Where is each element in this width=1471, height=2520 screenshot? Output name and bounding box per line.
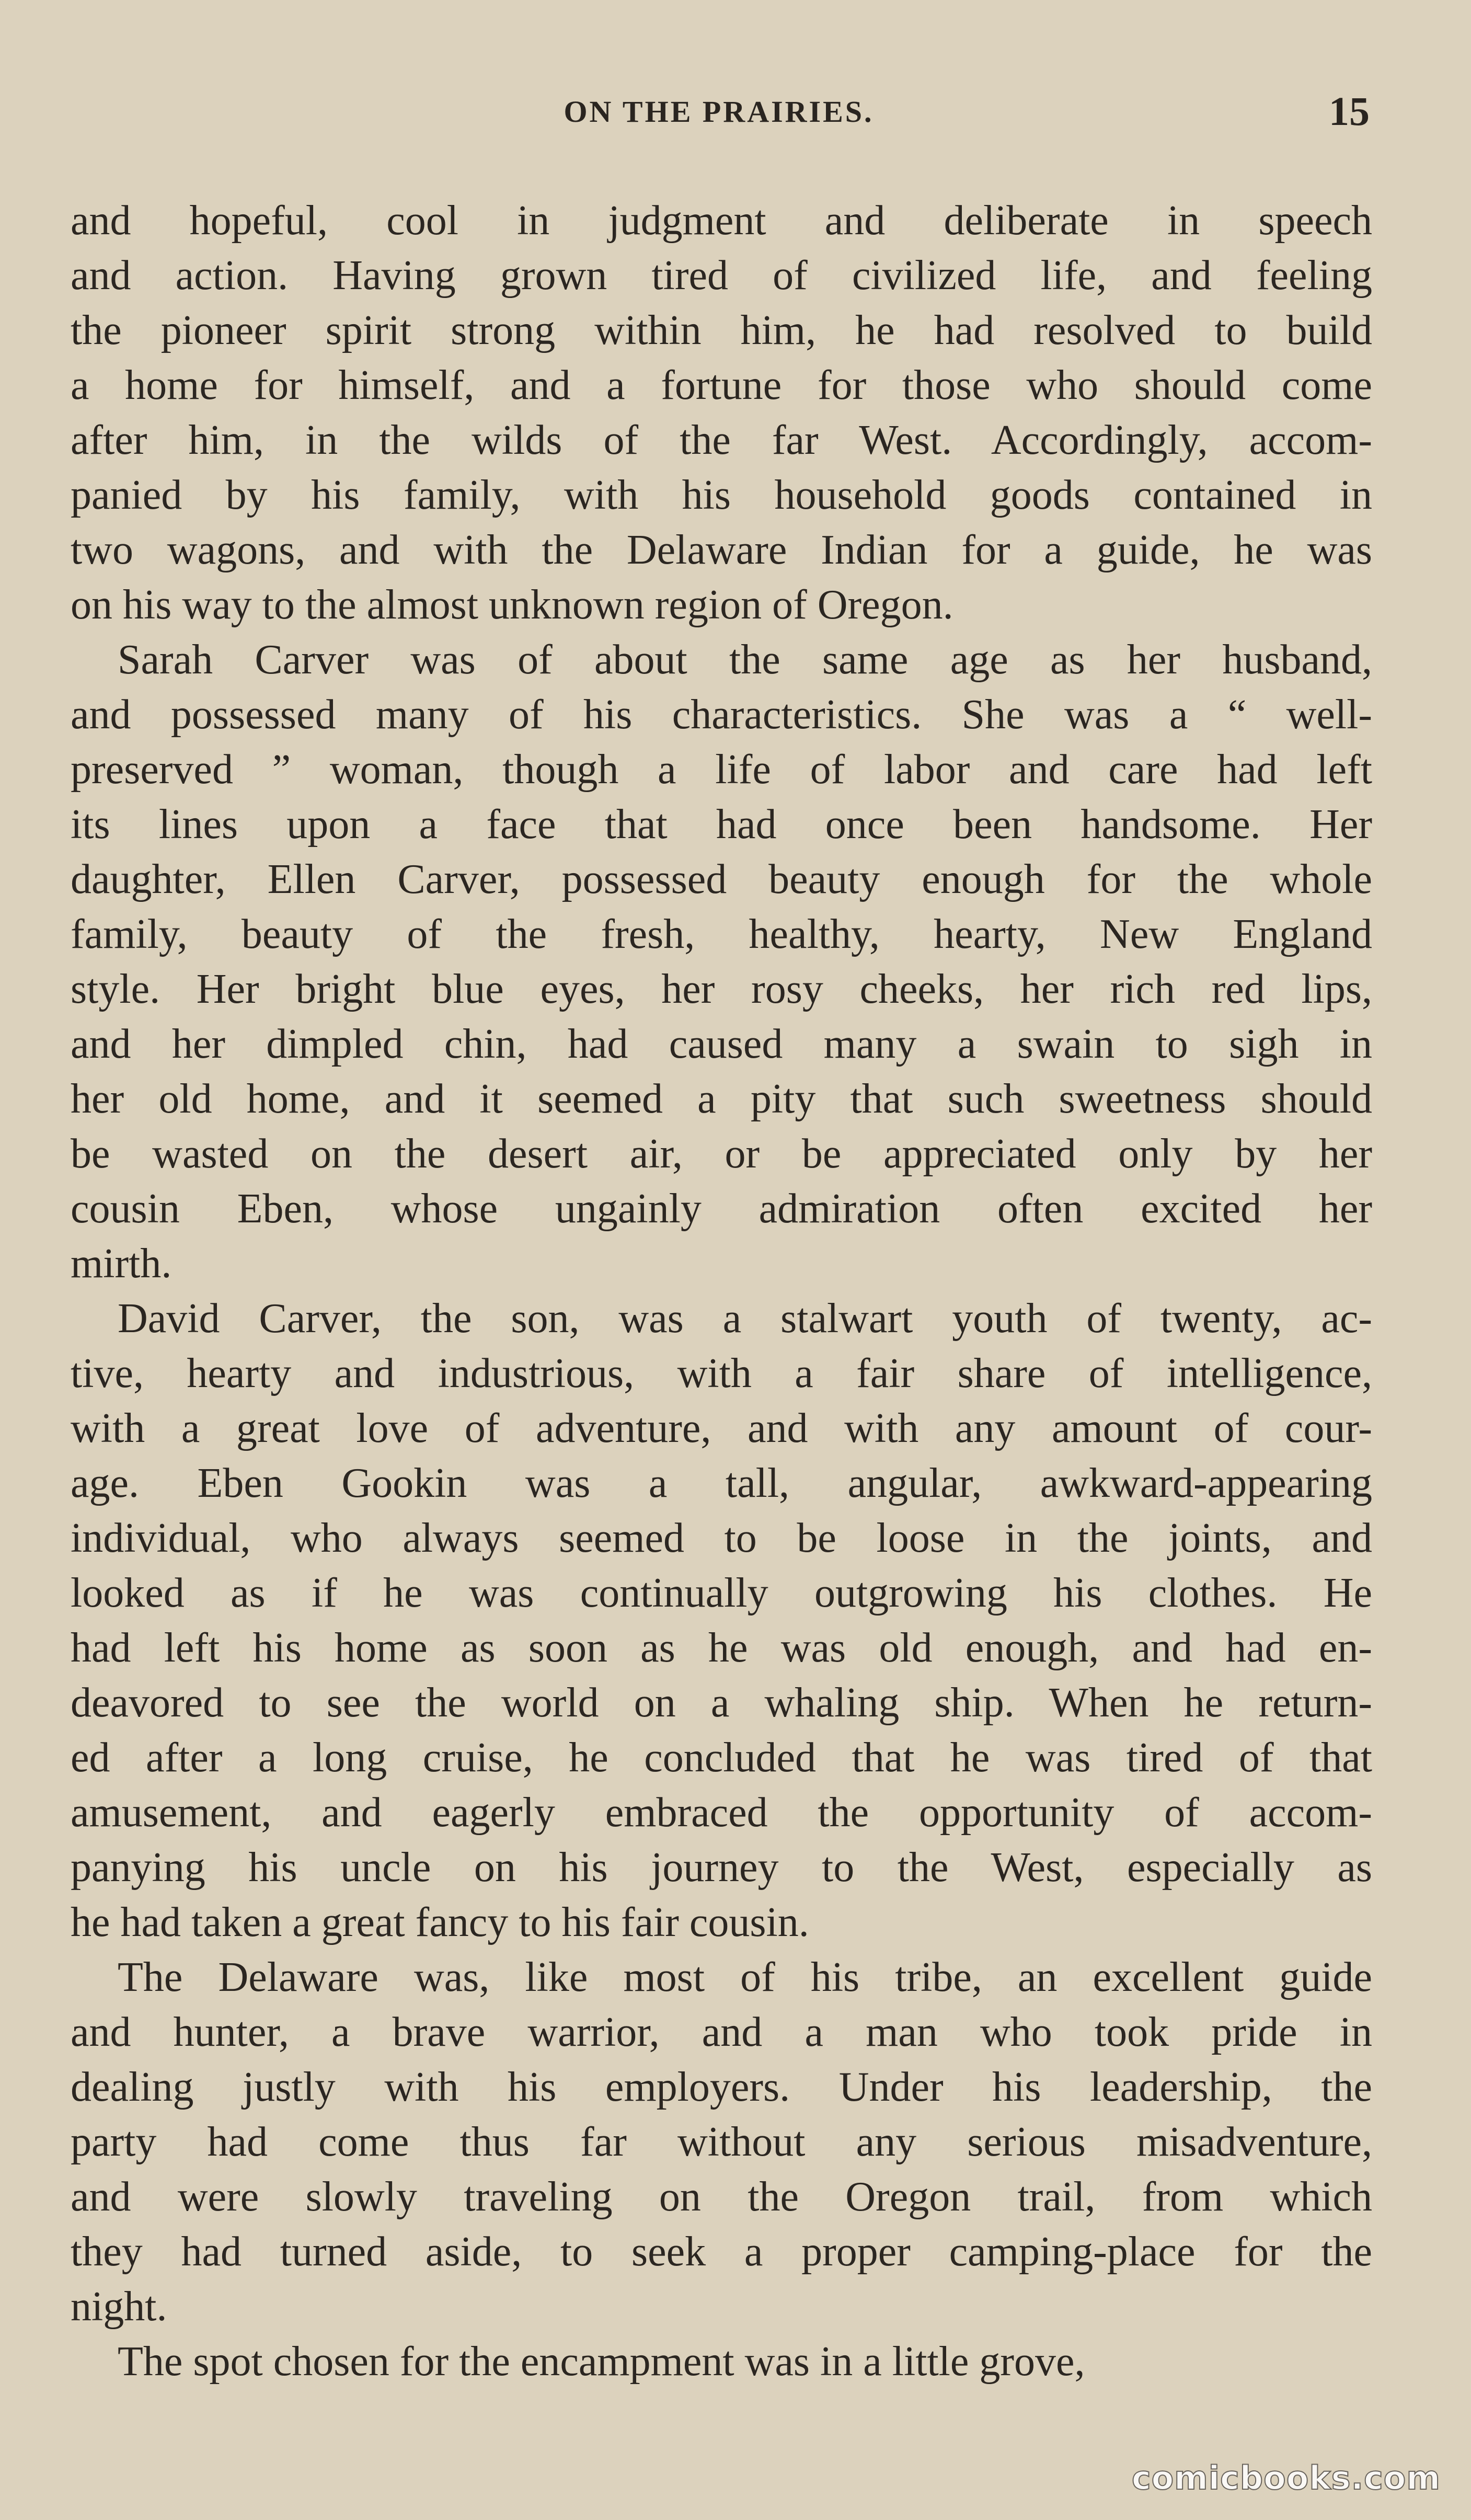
text-line: night. xyxy=(71,2284,167,2330)
text-line: and action. Having grown tired of civilized life, and feeling xyxy=(71,253,1372,299)
paragraph xyxy=(71,2334,1372,2389)
text-line: two wagons, and with the Delaware Indian for a guide, he was xyxy=(71,527,1372,573)
running-head xyxy=(68,88,1370,157)
text-line: panying his uncle on his journey to the West, especially as xyxy=(71,1845,1372,1891)
text-line: on his way to the almost unknown region of Oregon. xyxy=(71,582,953,628)
text-line: family, beauty of the fresh, healthy, hearty, New England xyxy=(71,911,1372,957)
text-line: ed after a long cruise, he concluded that he was tired of that xyxy=(71,1735,1372,1781)
text-line: be wasted on the desert air, or be appreciated only by her xyxy=(71,1131,1372,1177)
text-line: The Delaware was, like most of his tribe, an excellent guide xyxy=(118,1954,1372,2000)
text-line: individual, who always seemed to be loose in the joints, and xyxy=(71,1515,1372,1561)
text-line: amusement, and eagerly embraced the opportunity of accom- xyxy=(71,1790,1372,1836)
text-line: The spot chosen for the encampment was in a little grove, xyxy=(118,2339,1085,2385)
text-line: its lines upon a face that had once been handsome. Her xyxy=(71,801,1372,847)
text-line: daughter, Ellen Carver, possessed beauty enough for the whole xyxy=(71,856,1372,902)
text-line: the pioneer spirit strong within him, he had resolved to build xyxy=(71,307,1372,353)
running-title: ON THE PRAIRIES. xyxy=(564,95,874,129)
text-line: style. Her bright blue eyes, her rosy cheeks, her rich red lips, xyxy=(71,966,1372,1012)
paragraph xyxy=(71,193,1372,633)
text-line: after him, in the wilds of the far West. Accordingly, accom- xyxy=(71,417,1372,463)
text-line: cousin Eben, whose ungainly admiration often excited her xyxy=(71,1186,1372,1232)
watermark: comicbooks.com xyxy=(1131,2459,1441,2497)
text-line: and her dimpled chin, had caused many a swain to sigh in xyxy=(71,1021,1372,1067)
text-line: they had turned aside, to seek a proper camping-place for the xyxy=(71,2229,1372,2275)
text-line: and hunter, a brave warrior, and a man who took pride in xyxy=(71,2009,1372,2055)
paragraph xyxy=(71,1950,1372,2334)
text-line: and hopeful, cool in judgment and deliberate in speech xyxy=(71,198,1372,244)
text-line: had left his home as soon as he was old enough, and had en- xyxy=(71,1625,1372,1671)
text-line: looked as if he was continually outgrowing his clothes. He xyxy=(71,1570,1372,1616)
text-line: mirth. xyxy=(71,1241,172,1287)
text-line: age. Eben Gookin was a tall, angular, awkward-appearing xyxy=(71,1460,1372,1506)
text-line: David Carver, the son, was a stalwart youth of twenty, ac- xyxy=(118,1296,1372,1342)
text-line: Sarah Carver was of about the same age as her husband, xyxy=(118,637,1372,683)
text-line: and were slowly traveling on the Oregon trail, from which xyxy=(71,2174,1372,2220)
paragraph xyxy=(71,633,1372,1291)
paragraph xyxy=(71,1291,1372,1950)
text-line: he had taken a great fancy to his fair cousin. xyxy=(71,1899,809,1945)
text-line: dealing justly with his employers. Under his leadership, the xyxy=(71,2064,1372,2110)
page-number: 15 xyxy=(1329,88,1370,134)
text-line: deavored to see the world on a whaling ship. When he return- xyxy=(71,1680,1372,1726)
text-line: preserved ” woman, though a life of labor and care had left xyxy=(71,747,1372,793)
text-line: tive, hearty and industrious, with a fair share of intelligence, xyxy=(71,1350,1372,1396)
text-line: her old home, and it seemed a pity that such sweetness should xyxy=(71,1076,1372,1122)
text-line: party had come thus far without any serious misadventure, xyxy=(71,2119,1372,2165)
text-line: and possessed many of his characteristics. She was a “ well- xyxy=(71,692,1372,738)
text-line: panied by his family, with his household goods contained in xyxy=(71,472,1372,518)
text-line: a home for himself, and a fortune for those who should come xyxy=(71,362,1372,408)
body-text xyxy=(71,193,1372,2389)
text-line: with a great love of adventure, and with any amount of cour- xyxy=(71,1405,1372,1451)
